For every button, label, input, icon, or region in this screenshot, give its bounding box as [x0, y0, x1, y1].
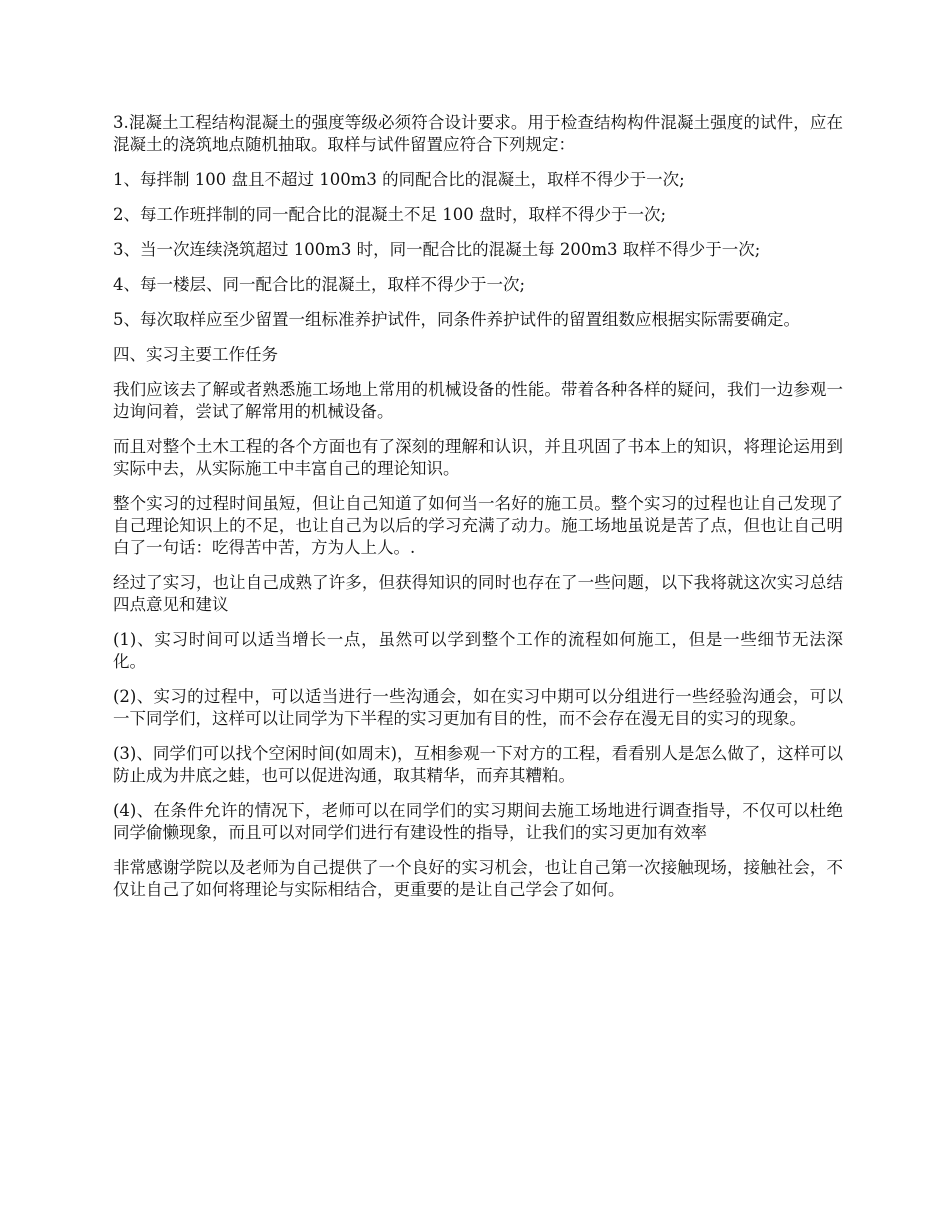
paragraph-suggestions-intro: 经过了实习，也让自己成熟了许多，但获得知识的同时也存在了一些问题，以下我将就这次实习总结四点意见和建议: [113, 573, 843, 614]
section-heading-main-tasks: 四、实习主要工作任务: [113, 345, 278, 364]
paragraph-suggestion-4: (4)、在条件允许的情况下，老师可以在同学们的实习期间去施工场地进行调查指导，不仅可以杜绝同学偷懒现象，而且可以对同学们进行有建设性的指导，让我们的实习更加有效率: [113, 801, 843, 842]
paragraph-thanks: 非常感谢学院以及老师为自己提供了一个良好的实习机会，也让自己第一次接触现场，接触社会，不仅让自己了如何将理论与实际相结合，更重要的是让自己学会了如何。: [113, 858, 843, 899]
paragraph-rule-1: 1、每拌制 100 盘且不超过 100m3 的同配合比的混凝土，取样不得少于一次;: [113, 170, 685, 189]
paragraph-suggestion-2: (2)、实习的过程中，可以适当进行一些沟通会，如在实习中期可以分组进行一些经验沟通会，可以一下同学们，这样可以让同学为下半程的实习更加有目的性，而不会存在漫无目的实习的现象。: [113, 687, 843, 728]
paragraph-concrete-strength: 3.混凝土工程结构混凝土的强度等级必须符合设计要求。用于检查结构构件混凝土强度的试件，应在混凝土的浇筑地点随机抽取。取样与试件留置应符合下列规定：: [113, 113, 843, 154]
paragraph-reflection: 整个实习的过程时间虽短，但让自己知道了如何当一名好的施工员。整个实习的过程也让自己发现了自己理论知识上的不足，也让自己为以后的学习充满了动力。施工场地虽说是苦了点，但也让自己明白了一句话：吃得苦中苦，方为人上人。.: [113, 494, 843, 557]
paragraph-rule-3: 3、当一次连续浇筑超过 100m3 时，同一配合比的混凝土每 200m3 取样不得少于一次;: [113, 240, 761, 259]
paragraph-rule-4: 4、每一楼层、同一配合比的混凝土，取样不得少于一次;: [113, 275, 526, 294]
paragraph-understanding: 而且对整个土木工程的各个方面也有了深刻的理解和认识，并且巩固了书本上的知识，将理论运用到实际中去，从实际施工中丰富自己的理论知识。: [113, 437, 843, 478]
paragraph-suggestion-3: (3)、同学们可以找个空闲时间(如周末)，互相参观一下对方的工程，看看别人是怎么做了，这样可以防止成为井底之蛙，也可以促进沟通，取其精华，而弃其糟粕。: [113, 744, 843, 785]
paragraph-rule-5: 5、每次取样应至少留置一组标准养护试件，同条件养护试件的留置组数应根据实际需要确定。: [113, 310, 800, 329]
paragraph-suggestion-1: (1)、实习时间可以适当增长一点，虽然可以学到整个工作的流程如何施工，但是一些细节无法深化。: [113, 630, 843, 671]
paragraph-rule-2: 2、每工作班拌制的同一配合比的混凝土不足 100 盘时，取样不得少于一次;: [113, 205, 667, 224]
paragraph-machinery: 我们应该去了解或者熟悉施工场地上常用的机械设备的性能。带着各种各样的疑问，我们一边参观一边询问着，尝试了解常用的机械设备。: [113, 380, 843, 421]
document-body: [113, 112, 843, 914]
